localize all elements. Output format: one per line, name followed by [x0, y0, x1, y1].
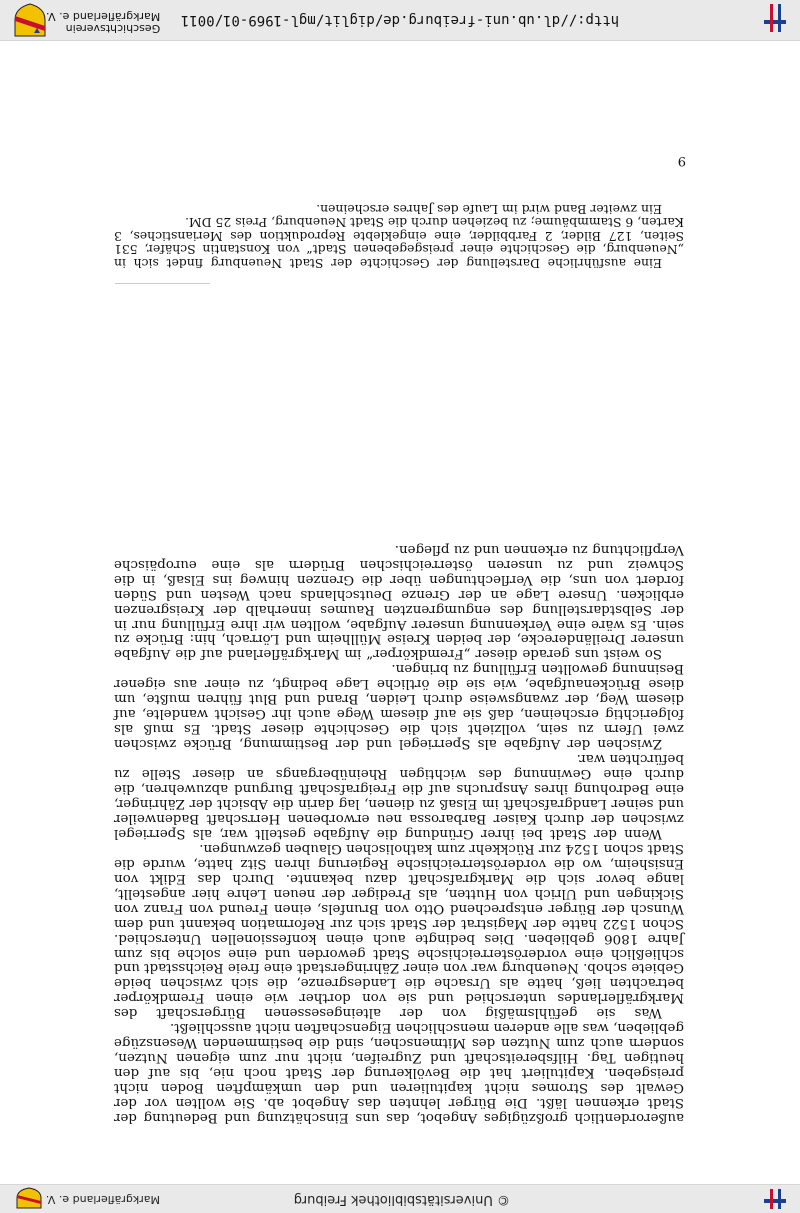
document-url[interactable]: http://dl.ub.uni-freiburg.de/diglit/mgl-1969-01/0011 [180, 12, 620, 28]
page-number: 9 [677, 153, 686, 168]
society-label [46, 10, 160, 34]
society-label-line2: Markgräflerland e. V. [46, 10, 161, 23]
footnote [114, 202, 684, 270]
society-name: Markgräflerland e. V. [45, 1193, 160, 1206]
footnote-note: Ein zweiter Band wird im Laufe des Jahres erscheinen. [316, 201, 662, 217]
ub-logo-icon [764, 1189, 786, 1209]
footer-bar [0, 0, 800, 41]
paragraph-2: Was sie gefühlsmäßig von der alteingesessenen Bürgerschaft des Markgräflerlandes unterschied und sie von dorther wie einen Fremdkörper betrachten ließ, hatte als Ursache die Landesgrenze, die sich zwischen beide Gebiete schob. Neuenburg war von einer Zähringerstadt eine freie Reichsstadt und schließlich eine vorderösterreichische Stadt geworden und eine solche bis zum Jahre 1806 geblieben. Dies bedingte auch einen konfessionellen Unterschied. Schon 1522 hatte der Magistrat der Stadt sich zur Reformation bekannt und dem Wunsch der Bürger entsprechend Otto von Brunfels, einen Freund von Franz von Sickingen und Ulrich von Hutten, als Prediger der neuen Lehre hier angestellt, lange bevor sich die Markgrafschaft dazu bekannte. Durch das Edikt von Ensisheim, wo die vorderösterreichische Regierung ihren Sitz hatte, wurde die Stadt schon 1524 zur Rückkehr zum katholischen Glauben gezwungen. [114, 840, 684, 1021]
paragraph-1: außerordentlich großzügiges Angebot, das uns Einschätzung und Bedeutung der Stadt erkennen läßt. Die Bürger lehnten das Angebot ab. Sie wollten vor der Gewalt des Stromes nicht kapitulieren und den umkämpften Boden nicht preisgeben. Kapituliert hat die Bevölkerung der Stadt noch nie, bis auf den heutigen Tag. Hilfsbereitschaft und Zugreifen, nicht nur zum eigenen Nutzen, sondern auch zum Nutzen des Mitmenschen, sind die bestimmenden Wesenszüge geblieben, was alle anderen menschlichen Eigenschaften nicht ausschließt. [114, 1020, 684, 1125]
paragraph-3: Wenn der Stadt bei ihrer Gründung die Aufgabe gestellt war, als Sperriegel zwischen der durch Kaiser Barbarossa neu erworbenen Herrschaft Badenweiler und seiner Landgrafschaft im Elsaß zu dienen, lag darin die Absicht der Zähringer, eine Bedrohung ihres Anspruchs auf die Freigrafschaft Burgund abzuwehren, die durch eine Gewinnung des wichtigen Rheinübergangs an dieser Stelle zu befürchten war. [114, 751, 684, 841]
society-label-line1: Geschichtsverein [65, 22, 161, 35]
footnote-text: Eine ausführliche Darstellung der Geschichte der Stadt Neuenburg findet sich in „Neuenburg, die Geschichte einer preisgegebenen Stadt“ von Konstantin Schäfer, 531 Seiten, 127 Bilder, 2 Farbbilder, eine eingeklebte Reproduktion des Merianstiches, 3 Karten, 6 Stammbäume; zu beziehen durch die Stadt Neuenburg, Preis 25 DM. [114, 215, 684, 271]
footnote-divider [115, 283, 210, 284]
main-text [114, 541, 684, 1124]
paragraph-5: So weist uns gerade dieser „Fremdkörper“ im Markgräflerland auf die Aufgabe unserer Dreiländerecke, der beiden Kreise Müllheim und Lörrach, hin: Brücke zu sein. Es wäre eine Verkennung unserer Aufgabe, wollten wir ihre Erfüllung nur in der Selbstdarstellung des engumgrenzten Raumes innerhalb der Kreisgrenzen erblicken. Unsere Lage an der Grenze Deutschlands nach Westen und Süden fordert von uns, die Verflechtungen über die Grenzen hinweg ins Elsaß, in die Schweiz und zu unseren österreichischen Brüdern als eine europäische Verpflichtung zu erkennen und zu pflegen. [114, 541, 684, 662]
paragraph-4: Zwischen der Aufgabe als Sperriegel und der Bestimmung, Brücke zwischen zwei Ufern zu sein, vollzieht sich die Geschichte dieser Stadt. Es muß als folgerichtig erscheinen, daß sie auf diesem Wege auch ihr Gesicht wandelte, auf diesem Weg, der zwangsweise durch Leiden, Brand und Blut führen mußte, um diese Brückenaufgabe, wie sie die örtliche Lage bedingt, zu einer aus eigener Besinnung gewollten Erfüllung zu bringen. [114, 661, 684, 752]
library-copyright: © Universitätsbibliothek Freiburg [293, 1192, 510, 1207]
society-logo-icon [14, 1187, 44, 1209]
society-coat-of-arms-icon [12, 3, 48, 37]
library-header-bar [0, 1184, 800, 1213]
